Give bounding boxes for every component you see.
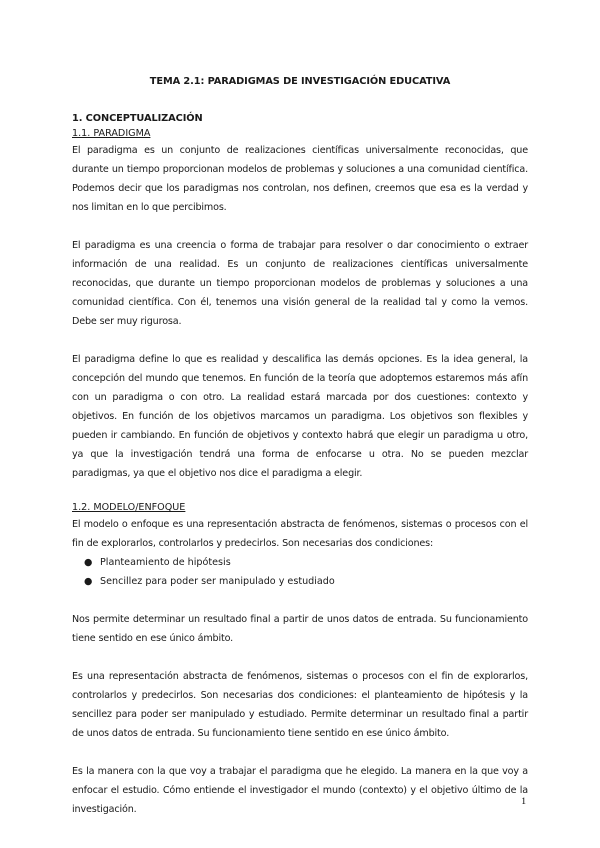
section-heading-conceptualizacion: 1. CONCEPTUALIZACIÓN xyxy=(72,113,203,124)
paragraph: El paradigma es un conjunto de realizaciones científicas universalmente reconocidas, que durante un tiempo proporcionan modelos de problemas y soluciones a una comunidad científica. Podemos decir que los paradigmas nos controlan, nos definen, creemos que esa es la verdad y nos limitan en lo que percibimos. xyxy=(72,145,528,213)
list-item xyxy=(84,572,528,591)
subsection-heading-paradigma: 1.1. PARADIGMA xyxy=(72,128,151,139)
paragraph: Es una representación abstracta de fenómenos, sistemas o procesos con el fin de explorarlos, controlarlos y predecirlos. Son necesarias dos condiciones: el planteamiento de hipótesis y la sencillez para poder ser manipulado y estudiado. Permite determinar un resultado final a partir de unos datos de entrada. Su funcionamiento tiene sentido en ese único ámbito. xyxy=(72,671,528,739)
paragraph: Es la manera con la que voy a trabajar el paradigma que he elegido. La manera en la que voy a enfocar el estudio. Cómo entiende el investigador el mundo (contexto) y el objetivo último de la investigación. xyxy=(72,766,528,815)
list-item-text: Planteamiento de hipótesis xyxy=(100,557,231,568)
page-number: 1 xyxy=(521,796,526,807)
paragraph: El paradigma es una creencia o forma de trabajar para resolver o dar conocimiento o extraer información de una realidad. Es un conjunto de realizaciones científicas universalmente reconocidas, que durante un tiempo proporcionan modelos de problemas y soluciones a una comunidad científica. Con él, tenemos una visión general de la realidad tal y como la vemos. Debe ser muy rigurosa. xyxy=(72,240,528,327)
document-title: TEMA 2.1: PARADIGMAS DE INVESTIGACIÓN EDUCATIVA xyxy=(149,76,451,87)
list-item xyxy=(84,553,528,572)
paragraph: El paradigma define lo que es realidad y descalifica las demás opciones. Es la idea general, la concepción del mundo que tenemos. En función de la teoría que adoptemos estaremos más afín con un paradigma o con otro. La realidad estará marcada por dos cuestiones: contexto y objetivos. En función de los objetivos marcamos un paradigma. Los objetivos son flexibles y pueden ir cambiando. En función de objetivos y contexto habrá que elegir un paradigma u otro, ya que la investigación tendrá una forma de enfocarse u otra. No se pueden mezclar paradigmas, ya que el objetivo nos dice el paradigma a elegir. xyxy=(72,354,528,479)
subsection-heading-modelo-enfoque: 1.2. MODELO/ENFOQUE xyxy=(72,502,186,513)
paragraph: Nos permite determinar un resultado final a partir de unos datos de entrada. Su funcionamiento tiene sentido en ese único ámbito. xyxy=(72,614,528,644)
conditions-list xyxy=(72,553,528,591)
list-item-text: Sencillez para poder ser manipulado y estudiado xyxy=(100,576,335,587)
bullet-icon: ● xyxy=(84,576,93,587)
bullet-icon: ● xyxy=(84,557,93,568)
paragraph: El modelo o enfoque es una representación abstracta de fenómenos, sistemas o procesos con el fin de explorarlos, controlarlos y predecirlos. Son necesarias dos condiciones: xyxy=(72,519,528,549)
